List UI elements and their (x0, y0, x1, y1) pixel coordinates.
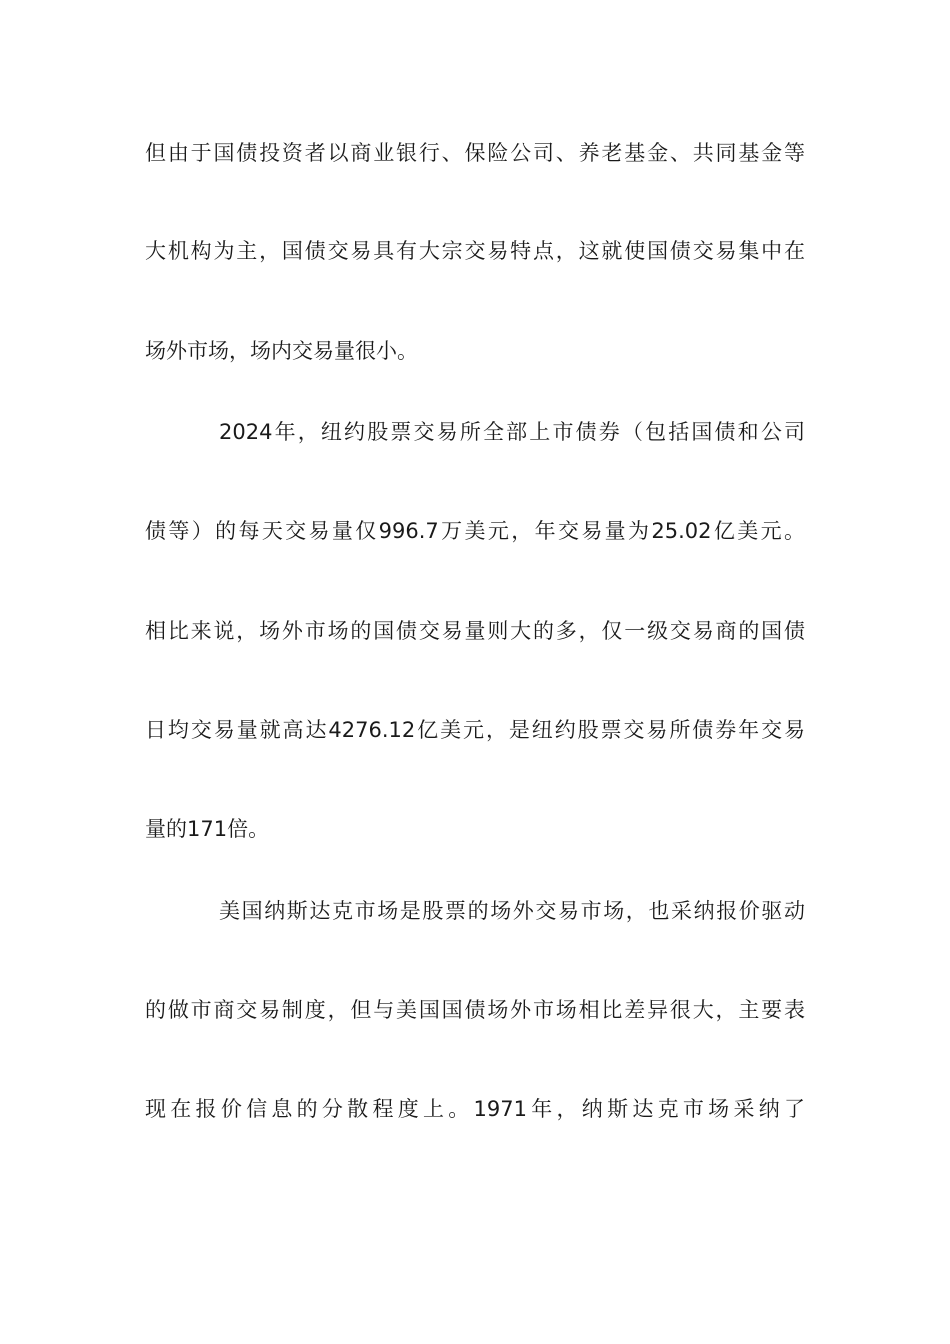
paragraph-line: 场外市场，场内交易量很小。 (145, 339, 418, 363)
paragraph-line: 的做市商交易制度，但与美国国债场外市场相比差异很大，主要表 (145, 998, 805, 1022)
paragraph-line: 相比来说，场外市场的国债交易量则大的多，仅一级交易商的国债 (145, 619, 805, 643)
paragraph-line: 量的171倍。 (145, 817, 270, 841)
paragraph-line: 但由于国债投资者以商业银行、保险公司、养老基金、共同基金等 (145, 141, 805, 165)
paragraph-line: 债等）的每天交易量仅996.7万美元，年交易量为25.02亿美元。 (145, 519, 805, 543)
paragraph-line: 现在报价信息的分散程度上。1971年，纳斯达克市场采纳了 (145, 1097, 805, 1121)
paragraph-line: 大机构为主，国债交易具有大宗交易特点，这就使国债交易集中在 (145, 239, 805, 263)
paragraph-line: 美国纳斯达克市场是股票的场外交易市场，也采纳报价驱动 (219, 899, 805, 923)
paragraph-line: 2024年，纽约股票交易所全部上市债券（包括国债和公司 (219, 420, 805, 444)
paragraph-line: 日均交易量就高达4276.12亿美元，是纽约股票交易所债券年交易 (145, 718, 805, 742)
